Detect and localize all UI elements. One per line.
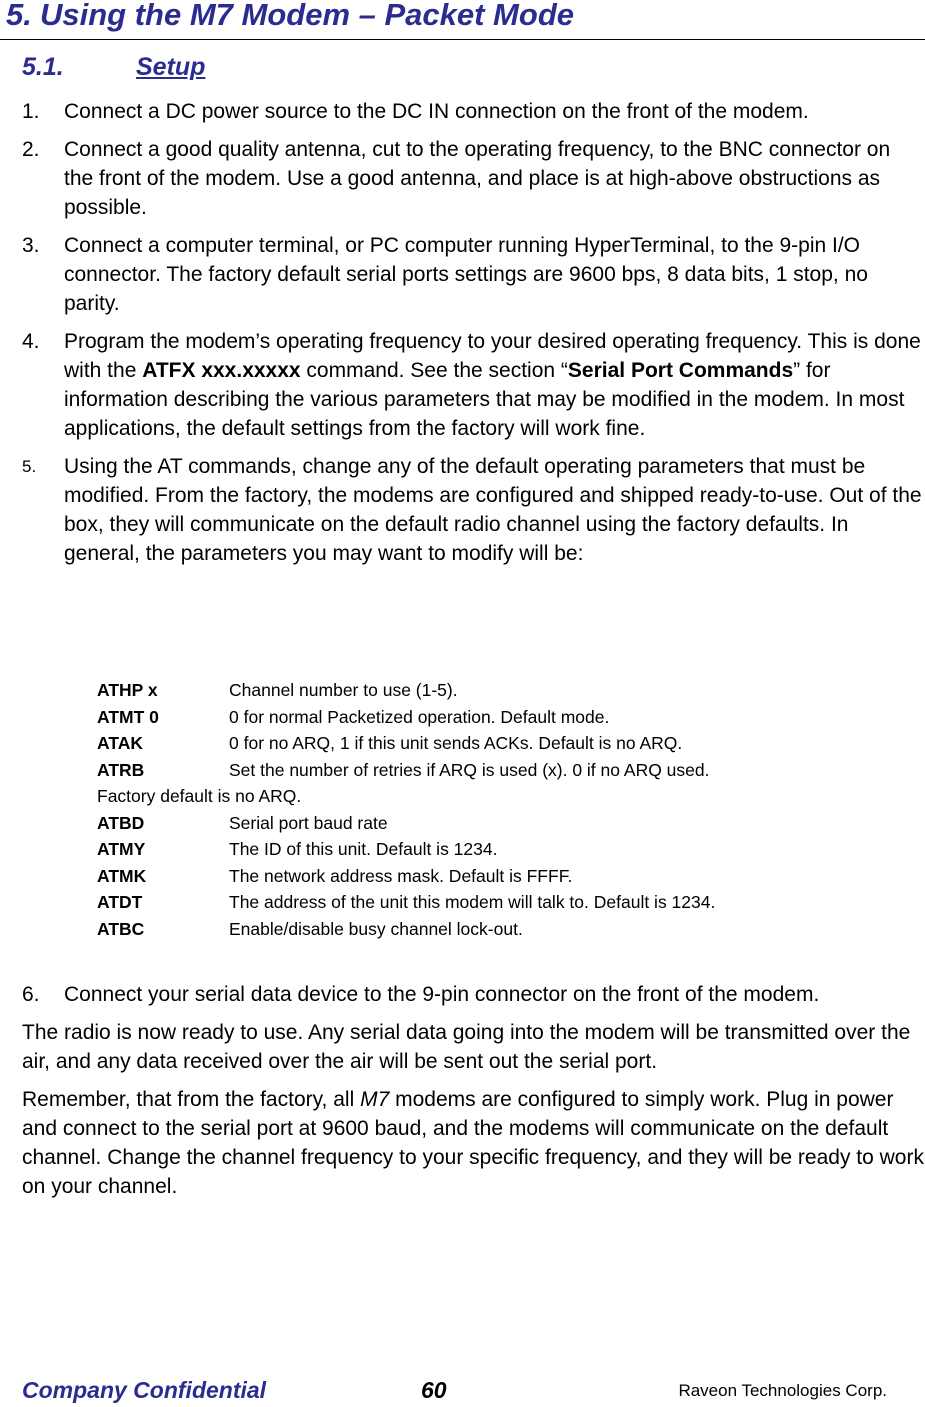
setup-steps [22,97,925,577]
list-item [22,135,925,222]
footer-company: Raveon Technologies Corp. [678,1381,887,1400]
paragraph [22,1085,925,1201]
chapter-title: Using the M7 Modem – Packet Mode [40,0,574,32]
command-name: ATAK [97,733,144,753]
command-note: Factory default is no ARQ. [97,786,302,806]
paragraph-part: modems are configured to simply work. Plug in power and connect to the serial port at 9600 baud, and the modems will communicate on the default channel. Change the channel frequency to your specific frequency, and they will be ready to work on your channel. [22,1088,924,1198]
page-footer [22,1377,902,1407]
product-name: M7 [360,1088,390,1111]
command-row [97,677,917,704]
section-number: 5.1. [22,53,64,81]
command-reference: ATFX xxx.xxxxx [142,359,301,382]
command-row [97,810,917,837]
paragraph: The radio is now ready to use. Any serial data going into the modem will be transmitted over the air, and any data received over the air will be sent out the serial port. [22,1021,911,1073]
list-item [22,231,925,318]
command-name: ATMT 0 [97,706,159,727]
command-name: ATHP x [97,680,158,700]
command-name: ATMY [97,839,146,859]
command-row [97,704,917,731]
section-heading [22,53,205,82]
list-item [22,452,925,568]
heading-rule [0,39,925,40]
step-text-part: command. See the section “ [300,359,568,382]
command-description: Channel number to use (1-5). [229,680,458,700]
command-description: Serial port baud rate [229,812,388,833]
step-text: Connect a good quality antenna, cut to the operating frequency, to the BNC connector on the front of the modem. Use a good antenna, and place is at high-above obstructions as possible. [64,138,891,219]
step-number: 6. [22,983,40,1006]
step-number: 3. [22,234,40,257]
command-name: ATDT [97,892,143,912]
command-name: ATRB [97,759,145,780]
step-number: 5. [22,457,37,476]
command-name: ATMK [97,865,147,886]
command-row [97,836,917,863]
page-number: 60 [421,1377,447,1403]
step-text: Using the AT commands, change any of the default operating parameters that must be modified. From the factory, the modems are configured and shipped ready-to-use. Out of the box, they will communicate on the default radio channel using the factory defaults. In general, the parameters you may want to modify will be: [64,455,922,565]
command-name: ATBC [97,918,145,939]
step-text: Connect your serial data device to the 9-pin connector on the front of the modem. [64,983,820,1006]
list-item [22,980,925,1009]
chapter-heading [6,0,574,33]
list-item [22,327,925,443]
command-list [97,677,917,942]
step-text-part: ” for information describing the various parameters that may be modified in the modem. In most applications, the default settings from the factory will work fine. [64,359,905,440]
command-row [97,863,917,890]
command-description: The network address mask. Default is FFFF. [229,865,573,886]
command-row [97,889,917,916]
list-item [22,97,925,126]
command-row [97,757,917,784]
paragraph-part: Remember, that from the factory, all [22,1088,361,1111]
footer-confidential: Company Confidential [22,1377,267,1403]
command-description: The ID of this unit. Default is 1234. [229,839,498,859]
step-text: Connect a DC power source to the DC IN connection on the front of the modem. [64,100,809,123]
step-text-part: Program the modem’s operating frequency to your desired operating frequency. This is done with the [64,330,921,382]
command-description: 0 for normal Packetized operation. Default mode. [229,706,610,727]
closing-content [22,980,925,1210]
step-number: 2. [22,138,40,161]
step-number: 4. [22,330,40,353]
command-row [97,730,917,757]
command-name: ATBD [97,812,145,833]
step-text: Connect a computer terminal, or PC computer running HyperTerminal, to the 9-pin I/O connector. The factory default serial ports settings are 9600 bps, 8 data bits, 1 stop, no parity. [64,234,868,315]
section-reference: Serial Port Commands [567,359,794,382]
command-row [97,916,917,943]
command-description: The address of the unit this modem will talk to. Default is 1234. [229,892,716,912]
command-description: Set the number of retries if ARQ is used (x). 0 if no ARQ used. [229,759,710,780]
section-title: Setup [136,53,206,81]
command-description: Enable/disable busy channel lock-out. [229,918,523,939]
command-description: 0 for no ARQ, 1 if this unit sends ACKs. Default is no ARQ. [229,733,683,753]
step-number: 1. [22,100,40,123]
chapter-number: 5. [6,0,32,32]
